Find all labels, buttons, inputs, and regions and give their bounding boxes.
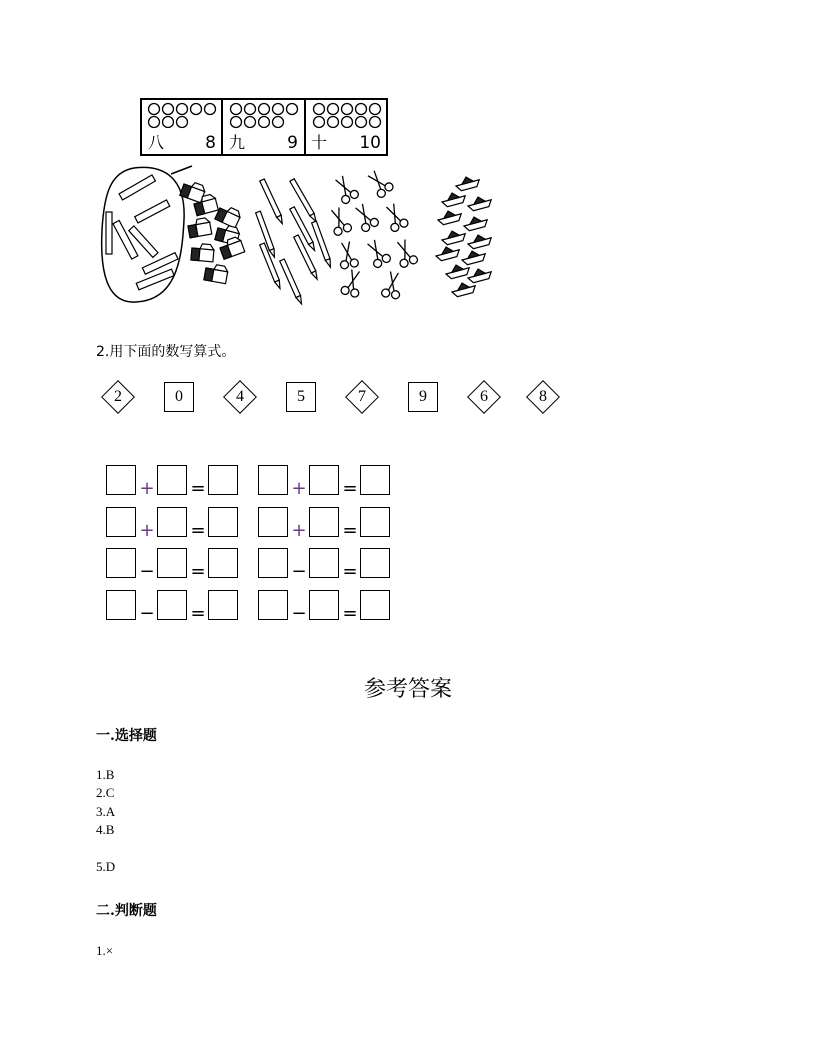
chart-char-jiu: 九	[229, 133, 246, 152]
counting-circle	[149, 117, 160, 128]
counting-circle	[314, 104, 325, 115]
counting-circle	[273, 104, 284, 115]
sharpener-group	[180, 179, 245, 283]
counting-circle	[163, 104, 174, 115]
sharpener-icon	[204, 263, 229, 284]
question-2-prompt: 2.用下面的数写算式。	[96, 344, 236, 360]
paper-boat-icon	[440, 228, 466, 246]
scissors-icon	[393, 238, 419, 269]
counting-circle	[328, 104, 339, 115]
answer-box[interactable]	[208, 548, 238, 578]
paper-boat-icon	[454, 174, 480, 192]
equals-sign: =	[190, 561, 206, 582]
section-title-multiple-choice: 一.选择题	[96, 728, 157, 744]
number-chart	[140, 98, 388, 156]
answer-box[interactable]	[258, 590, 288, 620]
answer-box[interactable]	[157, 548, 187, 578]
pencil-icon	[260, 179, 285, 225]
counting-circle	[205, 104, 216, 115]
digit-tile: 9	[408, 382, 438, 412]
answer-box[interactable]	[208, 590, 238, 620]
counting-circle	[259, 117, 270, 128]
supplies-illustration	[96, 150, 516, 310]
digit-tile: 4	[225, 382, 255, 412]
answer-item: 5.D	[96, 859, 116, 874]
pencil-icon	[280, 259, 304, 305]
paper-boat-icon	[466, 194, 492, 212]
answer-box[interactable]	[208, 507, 238, 537]
equals-sign: =	[190, 603, 206, 624]
counting-circle	[177, 104, 188, 115]
counting-circle	[287, 104, 298, 115]
counting-circle	[231, 104, 242, 115]
plus-sign: +	[291, 478, 307, 499]
scissors-icon	[363, 237, 392, 269]
counting-circle	[191, 104, 202, 115]
equals-sign: =	[342, 561, 358, 582]
answer-box[interactable]	[157, 507, 187, 537]
plus-sign: +	[139, 478, 155, 499]
digit-tile: 7	[347, 382, 377, 412]
counting-circle	[149, 104, 160, 115]
minus-sign: −	[139, 603, 155, 624]
minus-sign: −	[291, 561, 307, 582]
digit-tile: 8	[528, 382, 558, 412]
chart-num-9: 9	[287, 133, 298, 153]
answer-box[interactable]	[360, 548, 390, 578]
pencil-group	[256, 179, 333, 305]
answer-item: 1.×	[96, 943, 114, 958]
boat-group	[434, 174, 492, 298]
answer-box[interactable]	[258, 548, 288, 578]
equals-sign: =	[342, 520, 358, 541]
scissors-icon	[337, 241, 359, 270]
scissors-group	[327, 167, 419, 299]
counting-circle	[328, 117, 339, 128]
answer-item: 1.B	[96, 767, 115, 782]
paper-boat-icon	[434, 244, 460, 262]
minus-sign: −	[291, 603, 307, 624]
counting-circle	[163, 117, 174, 128]
scissors-icon	[331, 173, 360, 205]
scissors-icon	[364, 167, 395, 198]
chart-num-8: 8	[205, 133, 216, 153]
counting-circle	[342, 104, 353, 115]
answer-key-title: 参考答案	[363, 677, 452, 702]
counting-circle	[231, 117, 242, 128]
sharpener-icon	[215, 203, 242, 228]
section-title-true-false: 二.判断题	[96, 903, 157, 919]
answer-box[interactable]	[360, 590, 390, 620]
paper-boat-icon	[460, 248, 486, 266]
digit-tile: 5	[286, 382, 316, 412]
scissors-icon	[381, 271, 403, 300]
supplies-drawing	[96, 150, 516, 310]
answer-item: 2.C	[96, 785, 115, 800]
scissors-icon	[327, 206, 353, 237]
counting-circle	[259, 104, 270, 115]
plus-sign: +	[139, 520, 155, 541]
digit-tile: 2	[103, 382, 133, 412]
answer-box[interactable]	[106, 465, 136, 495]
counting-circle	[273, 117, 284, 128]
chart-char-shi: 十	[311, 133, 328, 152]
pencil-icon	[312, 221, 333, 268]
counting-circle	[342, 117, 353, 128]
answer-box[interactable]	[360, 465, 390, 495]
answer-box[interactable]	[208, 465, 238, 495]
sharpener-icon	[191, 243, 214, 262]
equals-sign: =	[190, 478, 206, 499]
paper-boat-icon	[440, 190, 466, 208]
scissors-icon	[351, 201, 380, 233]
answer-box[interactable]	[309, 590, 339, 620]
answer-box[interactable]	[360, 507, 390, 537]
counting-circle	[245, 117, 256, 128]
counting-circle	[356, 117, 367, 128]
counting-circle	[356, 104, 367, 115]
ruler-group	[102, 167, 184, 302]
number-chart-graphic	[140, 98, 388, 156]
answer-item: 4.B	[96, 822, 115, 837]
equals-sign: =	[342, 603, 358, 624]
equals-sign: =	[190, 520, 206, 541]
answer-box[interactable]	[157, 590, 187, 620]
answer-item: 3.A	[96, 804, 116, 819]
counting-circle	[245, 104, 256, 115]
counting-circle	[177, 117, 188, 128]
chart-char-ba: 八	[148, 133, 165, 152]
paper-boat-icon	[466, 232, 492, 250]
equals-sign: =	[342, 478, 358, 499]
counting-circle	[370, 104, 381, 115]
scissors-icon	[340, 268, 364, 298]
digit-tile: 0	[164, 382, 194, 412]
answer-box[interactable]	[258, 465, 288, 495]
sharpener-icon	[187, 217, 212, 238]
answer-box[interactable]	[106, 548, 136, 578]
digit-tile: 6	[469, 382, 499, 412]
paper-boat-icon	[466, 266, 492, 284]
counting-circle	[314, 117, 325, 128]
answer-box[interactable]	[309, 507, 339, 537]
answer-box[interactable]	[106, 590, 136, 620]
answer-box[interactable]	[157, 465, 187, 495]
answer-box[interactable]	[309, 465, 339, 495]
minus-sign: −	[139, 561, 155, 582]
answer-box[interactable]	[258, 507, 288, 537]
scissors-icon	[382, 202, 409, 233]
answer-box[interactable]	[309, 548, 339, 578]
plus-sign: +	[291, 520, 307, 541]
paper-boat-icon	[462, 214, 488, 232]
paper-boat-icon	[436, 208, 462, 226]
answer-box[interactable]	[106, 507, 136, 537]
counting-circle	[370, 117, 381, 128]
chart-num-10: 10	[359, 133, 381, 153]
